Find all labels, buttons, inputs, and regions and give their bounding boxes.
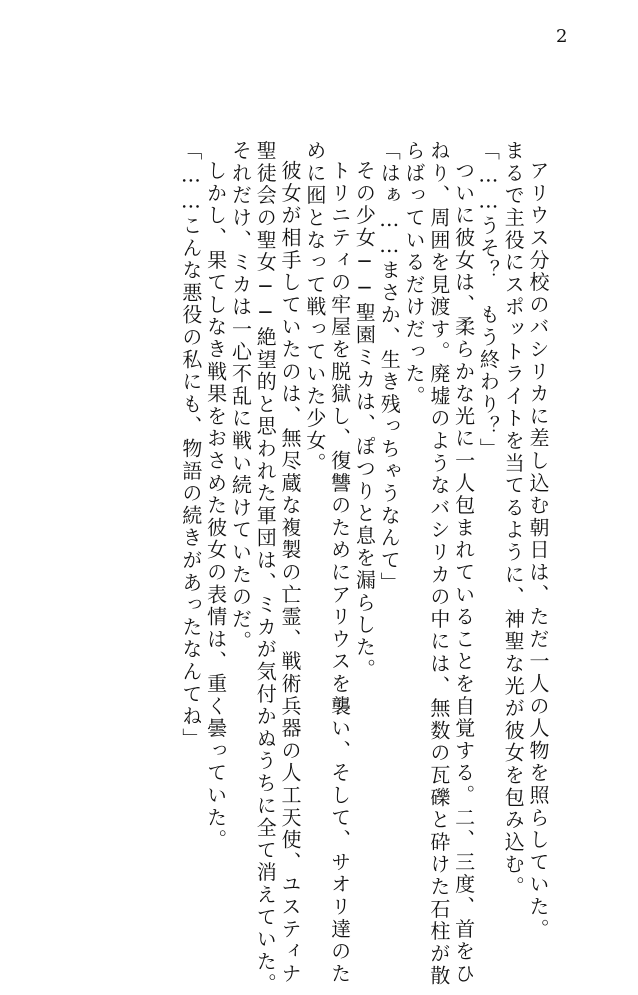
text-line: 「……こんな悪役の私にも、物語の続きがあったなんてね」 [178, 140, 203, 751]
text-line: 「……うそ？ もう終わり？」 [476, 140, 501, 461]
text-line: まるで主役にスポットライトを当てるように、神聖な光が彼女を包み込む。 [501, 140, 526, 899]
text-line: 「はぁ……まさか、生き残っちゃうなんて」 [377, 140, 402, 594]
text-line: めに囮となって戦っていた少女。 [302, 140, 327, 475]
novel-text-body [178, 140, 550, 995]
text-line: その少女──聖園ミカは、ぽつりと息を漏らした。 [352, 160, 377, 681]
text-line: 聖徒会の聖女──絶望的と思われた軍団は、ミカが気付かぬうちに全て消えていた。 [253, 140, 278, 995]
text-line: それだけ、ミカは一心不乱に戦い続けていたのだ。 [228, 140, 253, 653]
text-line: しかし、果てしなき戦果をおさめた彼女の表情は、重く曇っていた。 [203, 160, 228, 852]
text-line: ねり、周囲を見渡す。廃墟のようなバシリカの中には、無数の瓦礫と砕けた石柱が散 [426, 140, 451, 988]
text-line: アリウス分校のバシリカに差し込む朝日は、ただ一人の人物を照らしていた。 [526, 160, 550, 941]
text-line: らばっているだけだった。 [402, 140, 427, 408]
page-number: 2 [556, 26, 568, 47]
text-line: トリニティの牢屋を脱獄し、復讐のためにアリウスを襲い、そして、サオリ達のた [327, 160, 352, 986]
text-line: 彼女が相手していたのは、無尽蔵な複製の亡霊、戦術兵器の人工天使、ユスティナ [278, 160, 303, 986]
text-line: ついに彼女は、柔らかな光に一人包まれていることを自覚する。二、三度、首をひ [451, 160, 476, 986]
